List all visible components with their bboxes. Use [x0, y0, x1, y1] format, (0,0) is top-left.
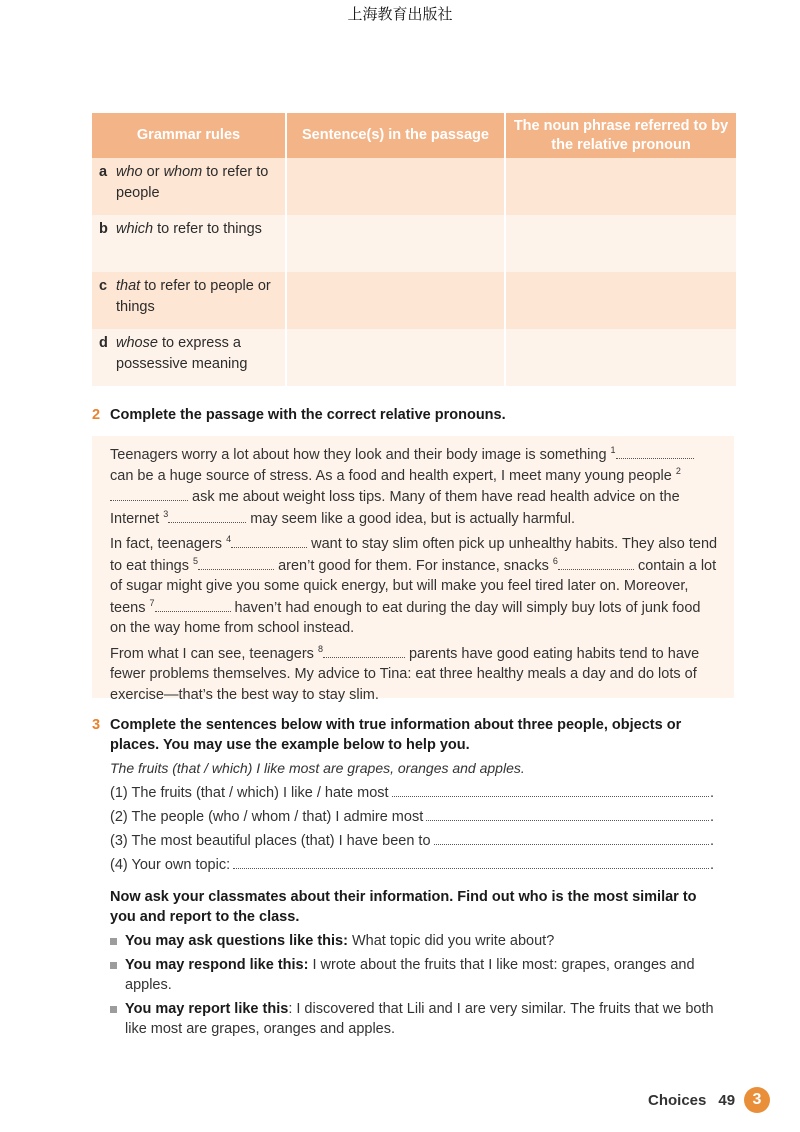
blank-4[interactable]: [231, 533, 307, 548]
answer-cell-noun-c[interactable]: [505, 272, 736, 329]
answer-cell-noun-b[interactable]: [505, 215, 736, 272]
rule-letter: c: [99, 278, 108, 294]
list-item: You may report like this: I discovered that Lili and I are very similar. The fruits that we both like most are grapes, oranges and apples.: [110, 999, 720, 1039]
answer-line-1[interactable]: [392, 784, 709, 797]
sentence-prompt-1: (1) The fruits (that / which) I like / hate most .: [110, 785, 714, 801]
rule-text: which to refer to things: [116, 221, 262, 237]
example-sentence: The fruits (that / which) I like most are grapes, oranges and apples.: [110, 760, 525, 776]
answer-cell-sentence-c[interactable]: [286, 272, 505, 329]
answer-cell-sentence-b[interactable]: [286, 215, 505, 272]
rule-letter: d: [99, 335, 108, 351]
section-2-heading: [92, 405, 506, 425]
list-item: You may ask questions like this: What topic did you write about?: [110, 931, 720, 951]
sentence-prompt-3: (3) The most beautiful places (that) I have been to .: [110, 833, 714, 849]
passage-box: [92, 436, 734, 703]
table-row: [92, 215, 736, 272]
blank-8[interactable]: [323, 643, 405, 658]
passage-paragraph-2: In fact, teenagers $^4$ want to stay slim often pick up unhealthy habits. They also tend to eat things $^5$ aren’t good for them. For instance, snacks $^6$ contain a lot of sugar might give you some quick energy, but will make you feel tired later on. Moreover, teens $^7$ haven’t had enough to eat during the day will simply buy lots of junk food on the way home from school instead.: [110, 534, 718, 636]
header-grammar-rules: Grammar rules: [92, 113, 286, 158]
bullet-square-icon: [110, 962, 117, 969]
section-number: 3: [92, 717, 101, 733]
rule-text: that to refer to people or things: [116, 278, 271, 315]
section-instruction: Complete the sentences below with true information about three people, objects or places. You may use the example below to help you.: [110, 717, 682, 753]
blank-6[interactable]: [558, 555, 634, 570]
passage-paragraph-1: Teenagers worry a lot about how they look and their body image is something $^1$ can be a huge source of stress. As a food and health expert, I meet many young people $^2$ ask me about weight loss tips. Many of them have read health advice on the Internet $^3$ may seem like a good idea, but is actually harmful.: [110, 444, 720, 529]
answer-cell-noun-d[interactable]: [505, 329, 736, 386]
answer-line-3[interactable]: [434, 832, 709, 845]
blank-2[interactable]: [110, 486, 188, 501]
grammar-rules-table: [92, 113, 736, 386]
section-number: 2: [92, 407, 101, 423]
list-item: You may respond like this: I wrote about the fruits that I like most: grapes, oranges and apples.: [110, 955, 720, 995]
answer-cell-sentence-d[interactable]: [286, 329, 505, 386]
blank-3[interactable]: [168, 508, 246, 523]
section-3-heading: [92, 715, 712, 755]
table-row: [92, 158, 736, 215]
header-sentences: Sentence(s) in the passage: [286, 113, 505, 158]
answer-line-4[interactable]: [233, 856, 709, 869]
rule-letter: a: [99, 164, 108, 180]
blank-5[interactable]: [198, 555, 274, 570]
blank-1[interactable]: [616, 444, 694, 459]
page-footer: [648, 1092, 735, 1109]
sentence-prompt-4: (4) Your own topic: .: [110, 857, 714, 873]
table-header-row: [92, 113, 736, 158]
discussion-instruction: Now ask your classmates about their information. Find out who is the most similar to you and report to the class.: [110, 889, 697, 925]
section-instruction: Complete the passage with the correct relative pronouns.: [110, 407, 506, 423]
answer-line-2[interactable]: [426, 808, 709, 821]
publisher-name: 上海教育出版社: [347, 5, 453, 23]
section-title: Choices: [648, 1092, 707, 1109]
sentence-prompt-2: (2) The people (who / whom / that) I admire most .: [110, 809, 714, 825]
blank-7[interactable]: [155, 597, 231, 612]
header-noun-phrase: The noun phrase referred to by the relative pronoun: [505, 113, 736, 158]
page-number: 49: [718, 1092, 736, 1109]
rule-text: who or whom to refer to people: [116, 164, 269, 201]
unit-number-badge: 3: [744, 1087, 770, 1113]
bullet-square-icon: [110, 1006, 117, 1013]
answer-cell-sentence-a[interactable]: [286, 158, 505, 215]
bullet-square-icon: [110, 938, 117, 945]
answer-cell-noun-a[interactable]: [505, 158, 736, 215]
table-row: [92, 272, 736, 329]
table-row: [92, 329, 736, 386]
rule-letter: b: [99, 221, 108, 237]
rule-text: whose to express a possessive meaning: [116, 335, 248, 372]
passage-paragraph-3: From what I can see, teenagers $^8$ parents have good eating habits tend to have fewer problems themselves. My advice to Tina: eat three healthy meals a day and do lots of exercise—that’s the best way to stay slim.: [110, 643, 700, 703]
